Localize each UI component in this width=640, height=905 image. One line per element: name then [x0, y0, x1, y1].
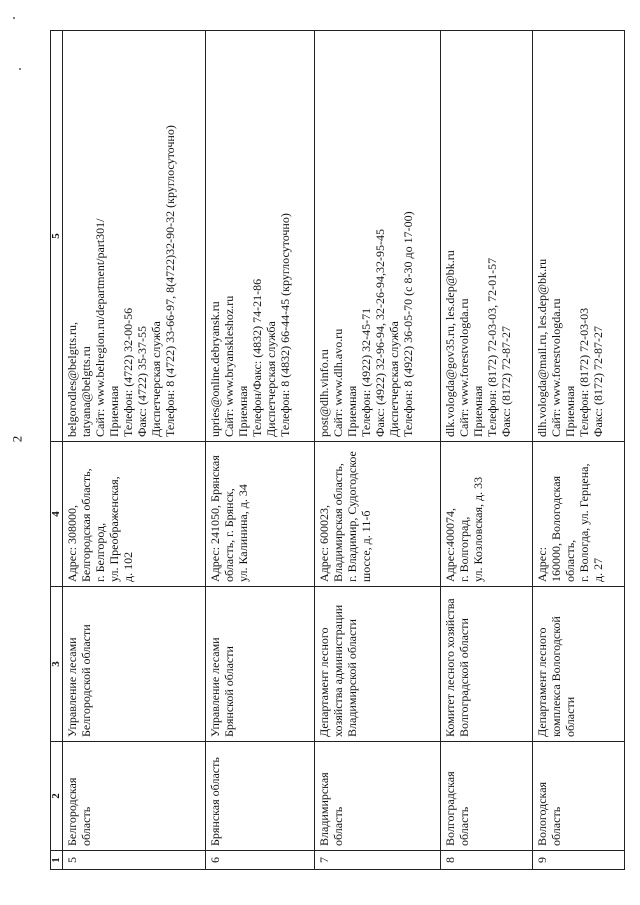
address-cell	[533, 442, 625, 587]
address-line: г. Волгоград,	[457, 516, 472, 582]
region-cell: Вологодская область	[533, 742, 625, 851]
address-line: Адрес: 241050, Брянская	[208, 455, 223, 582]
contact-line: upries@online.debryansk.ru	[208, 301, 223, 437]
contacts-cell	[206, 31, 315, 442]
region-cell: Владимирская область	[315, 742, 441, 851]
address-line: Адрес:400074,	[443, 507, 458, 582]
region-cell: Волгоградская область	[441, 742, 533, 851]
contact-line: Телефон: 8 (4922) 36-05-70 (с 8-30 до 17-00)	[401, 211, 416, 437]
forestry-authorities-table	[50, 30, 625, 870]
address-line: Владимирская область,	[331, 463, 346, 582]
contacts-cell	[441, 31, 533, 442]
contact-line: Факс: (8172) 72-87-27	[591, 326, 606, 437]
row-number-cell: 8	[441, 851, 533, 870]
table-row	[63, 31, 206, 870]
contact-line: Диспетчерская служба	[387, 321, 402, 437]
table-header-row	[51, 31, 63, 870]
address-line: область,	[563, 539, 578, 582]
contact-line: Приемная	[236, 385, 251, 437]
contact-line: Сайт: www.forestvologda.ru	[549, 298, 564, 437]
address-line: д. 27	[591, 557, 606, 582]
contact-line: Приемная	[563, 385, 578, 437]
address-line: область, г. Брянск,	[222, 488, 237, 582]
contact-line: tatyana@belgtts.ru	[79, 346, 93, 437]
table-row	[315, 31, 441, 870]
address-cell	[63, 442, 206, 587]
contact-line: Телефон: (4722) 32-00-56	[121, 307, 135, 437]
address-line: Адрес: 308000,	[65, 504, 79, 582]
address-line: шоссе, д. 11-б	[359, 510, 374, 582]
authority-cell: Департамент лесного комплекса Вологодской области	[533, 587, 625, 742]
contact-line: Телефон: 8 (4832) 66-44-45 (круглосуточно)	[278, 213, 293, 437]
authority-cell: Департамент лесного хозяйства администрации Владимирской области	[315, 587, 441, 742]
address-line: Белгородская область,	[79, 468, 93, 582]
region-cell: Белгородская область	[63, 742, 206, 851]
contact-line: Диспетчерская служба	[264, 321, 279, 437]
page-number: 2	[9, 435, 25, 443]
contacts-cell	[315, 31, 441, 442]
contact-line: Телефон/Факс: (4832) 74-21-86	[250, 278, 265, 437]
row-number-cell: 9	[533, 851, 625, 870]
authority-cell: Управление лесами Брянской области	[206, 587, 315, 742]
contact-line: Телефон: (4922) 32-45-71	[359, 307, 374, 437]
column-header: 4	[51, 442, 63, 587]
column-header: 1	[51, 851, 63, 870]
address-line: ул. Козловская, д. 33	[471, 476, 486, 582]
address-line: г. Белгород,	[93, 522, 107, 582]
address-line: г. Вологда, ул. Герцена,	[577, 463, 592, 582]
column-header: 3	[51, 587, 63, 742]
row-number-cell: 7	[315, 851, 441, 870]
address-cell	[441, 442, 533, 587]
contact-line: dlh.vologda@mail.ru, les.dep@bk.ru	[535, 258, 550, 437]
contact-line: dlk.vologda@gov35.ru, les.dep@bk.ru	[443, 250, 458, 437]
contact-line: Факс: (8172) 72-87-27	[499, 326, 514, 437]
contact-line: post@dlh.vinfo.ru	[317, 349, 332, 437]
contact-line: Приемная	[107, 385, 121, 437]
scan-speck	[19, 68, 21, 70]
row-number-cell: 6	[206, 851, 315, 870]
contact-line: Сайт: www.bryanskleshoz.ru	[222, 295, 237, 437]
column-header: 5	[51, 31, 63, 442]
rotated-table-wrapper	[50, 30, 625, 870]
contact-line: Приемная	[345, 385, 360, 437]
contact-line: Факс: (4922) 32-96-94, 32-26-94,32-95-45	[373, 229, 388, 437]
contact-line: Телефон: (8172) 72-03-03, 72-01-57	[485, 257, 500, 437]
authority-cell: Управление лесами Белгородской области	[63, 587, 206, 742]
table-row	[441, 31, 533, 870]
address-cell	[206, 442, 315, 587]
contact-line: Диспетчерская служба	[149, 321, 163, 437]
column-header: 2	[51, 742, 63, 851]
contacts-cell	[63, 31, 206, 442]
address-line: д. 102	[121, 551, 135, 582]
contact-line: Сайт: www.forestvologda.ru	[457, 298, 472, 437]
table-row	[533, 31, 625, 870]
contact-line: Приемная	[471, 385, 486, 437]
scan-speck	[13, 17, 15, 19]
table-body	[63, 31, 625, 870]
contacts-cell	[533, 31, 625, 442]
contact-line: Телефон: (8172) 72-03-03	[577, 307, 592, 437]
region-cell: Брянская область	[206, 742, 315, 851]
address-line: Адрес:	[535, 546, 550, 582]
contact-line: Сайт: www.dlh.avo.ru	[331, 328, 346, 437]
contact-line: Сайт: www.belregion.ru/department/part301/	[93, 218, 107, 437]
address-line: г. Владимир, Судогодское	[345, 451, 360, 582]
authority-cell: Комитет лесного хозяйства Волгоградской области	[441, 587, 533, 742]
row-number-cell: 5	[63, 851, 206, 870]
contact-line: Телефон: 8 (4722) 33-66-97, 8(4722)32-90-32 (круглосуточно)	[163, 125, 177, 437]
address-cell	[315, 442, 441, 587]
address-line: Адрес: 600023,	[317, 504, 332, 582]
address-line: ул. Преображенская,	[107, 476, 121, 582]
contact-line: belgorodles@belgtts.ru,	[65, 321, 79, 437]
address-line: 160000, Вологодская	[549, 475, 564, 582]
contact-line: Факс: (4722) 35-37-55	[135, 326, 149, 437]
address-line: ул. Калинина, д. 34	[236, 484, 251, 582]
table-row	[206, 31, 315, 870]
